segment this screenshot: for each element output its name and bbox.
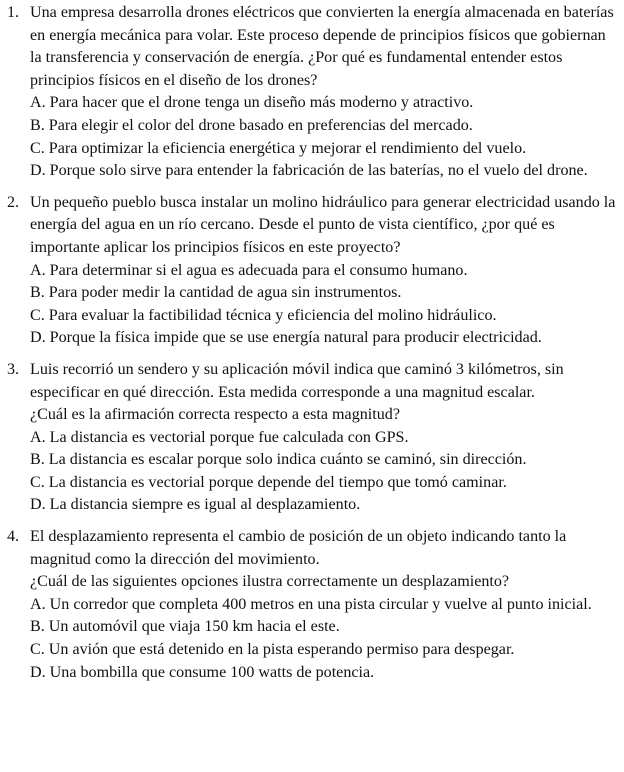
option-a: A. Un corredor que completa 400 metros en una pista circular y vuelve al punto inicial. <box>30 595 592 613</box>
option-d: D. Porque la física impide que se use energía natural para producir electricidad. <box>30 329 542 347</box>
question-1 <box>0 2 624 183</box>
exam-document <box>0 2 624 684</box>
question-number: 4. <box>7 528 20 546</box>
question-3 <box>0 359 624 517</box>
option-d: D. Una bombilla que consume 100 watts de potencia. <box>30 663 375 681</box>
question-prompt: ¿Cuál es la afirmación correcta respecto a esta magnitud? <box>30 406 400 424</box>
option-b: B. Para elegir el color del drone basado en preferencias del mercado. <box>30 116 473 134</box>
question-4 <box>0 526 624 684</box>
question-text: El desplazamiento representa el cambio de posición de un objeto indicando tanto la magnitud como la dirección del movimiento. <box>30 528 567 568</box>
question-prompt: ¿Cuál de las siguientes opciones ilustra correctamente un desplazamiento? <box>30 573 510 591</box>
option-d: D. Porque solo sirve para entender la fabricación de las baterías, no el vuelo del drone. <box>30 162 588 180</box>
option-c: C. Para evaluar la factibilidad técnica y eficiencia del molino hidráulico. <box>30 306 497 324</box>
question-number: 2. <box>7 193 20 211</box>
question-text: Un pequeño pueblo busca instalar un molino hidráulico para generar electricidad usando la energía del agua en un río cercano. Desde el punto de vista científico, ¿por qué es importante aplicar los principios físicos en este proyecto? <box>30 193 616 256</box>
option-a: A. Para determinar si el agua es adecuada para el consumo humano. <box>30 261 468 279</box>
option-b: B. La distancia es escalar porque solo indica cuánto se caminó, sin dirección. <box>30 451 527 469</box>
option-d: D. La distancia siempre es igual al desplazamiento. <box>30 496 361 514</box>
question-number: 3. <box>7 360 20 378</box>
option-c: C. Para optimizar la eficiencia energética y mejorar el rendimiento del vuelo. <box>30 139 527 157</box>
question-text: Luis recorrió un sendero y su aplicación móvil indica que caminó 3 kilómetros, sin especificar en qué dirección. Esta medida corresponde a una magnitud escalar. <box>30 360 564 401</box>
question-number: 1. <box>7 4 20 21</box>
option-a: A. Para hacer que el drone tenga un diseño más moderno y atractivo. <box>30 94 474 112</box>
option-c: C. La distancia es vectorial porque depende del tiempo que tomó caminar. <box>30 473 507 491</box>
option-b: B. Un automóvil que viaja 150 km hacia el este. <box>30 618 340 636</box>
option-a: A. La distancia es vectorial porque fue calculada con GPS. <box>30 428 409 446</box>
question-text: Una empresa desarrolla drones eléctricos que convierten la energía almacenada en baterías en energía mecánica para volar. Este proceso depende de principios físicos que gobiernan la transferencia y conservación de energía. ¿Por qué es fundamental entender estos principios físicos en el diseño de los drones? <box>30 4 614 89</box>
question-2 <box>0 192 624 350</box>
option-c: C. Un avión que está detenido en la pista esperando permiso para despegar. <box>30 641 515 659</box>
option-b: B. Para poder medir la cantidad de agua sin instrumentos. <box>30 284 402 302</box>
